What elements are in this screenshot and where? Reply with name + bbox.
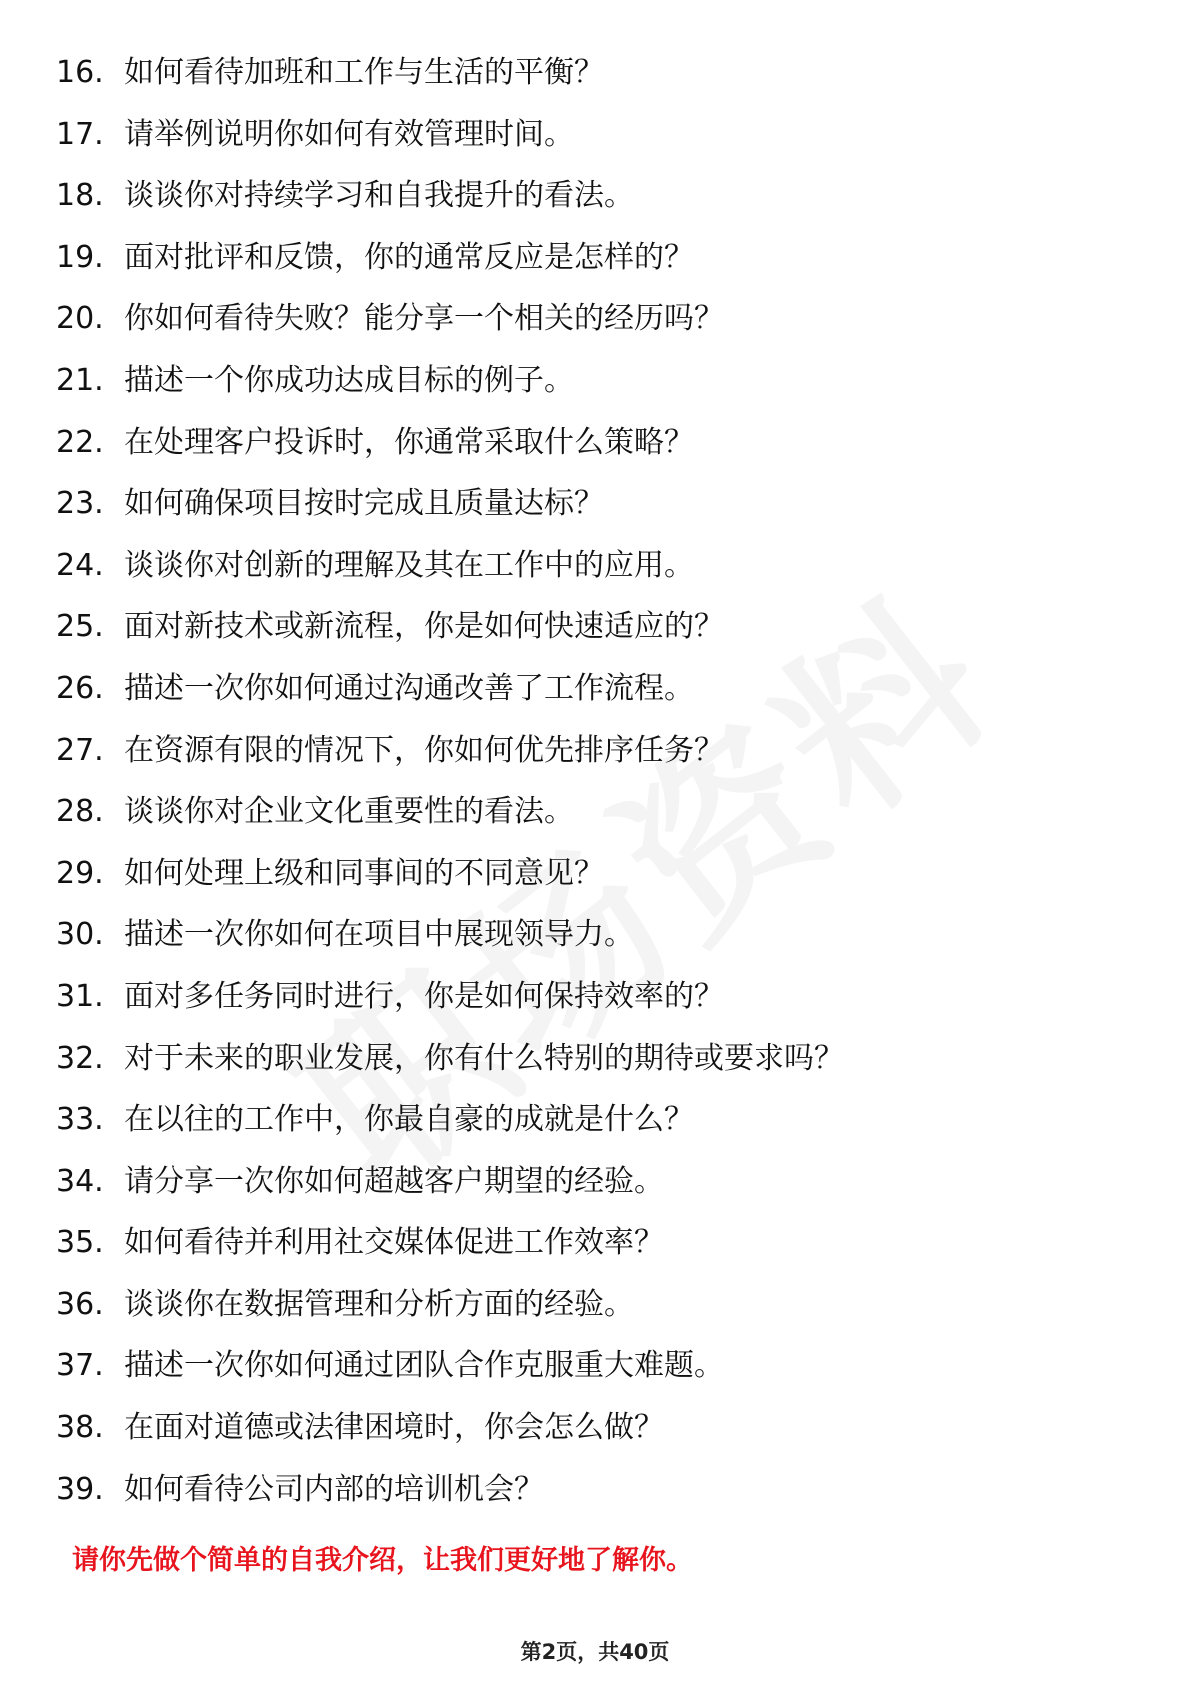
question-text: 谈谈你对持续学习和自我提升的看法。 [124,178,634,214]
list-item [56,1028,844,1090]
question-number: 27. [56,732,104,768]
question-text: 在面对道德或法律困境时，你会怎么做？ [124,1410,664,1446]
list-item [56,1335,844,1397]
question-number: 31. [56,978,104,1014]
list-item [56,1459,844,1521]
question-text: 谈谈你对创新的理解及其在工作中的应用。 [124,547,694,583]
list-item [56,535,844,597]
question-text: 在处理客户投诉时，你通常采取什么策略？ [124,424,694,460]
question-text: 如何处理上级和同事间的不同意见？ [124,855,604,891]
question-text: 描述一个你成功达成目标的例子。 [124,362,574,398]
question-text: 你如何看待失败？能分享一个相关的经历吗？ [124,301,724,337]
page-indicator: 第2页，共40页 [520,1640,670,1664]
question-text: 描述一次你如何在项目中展现领导力。 [124,917,634,953]
list-item [56,412,844,474]
question-text: 在资源有限的情况下，你如何优先排序任务？ [124,732,724,768]
question-number: 30. [56,917,104,953]
question-text: 如何看待公司内部的培训机会？ [124,1471,544,1507]
question-text: 面对多任务同时进行，你是如何保持效率的？ [124,978,724,1014]
list-item [56,596,844,658]
question-list [56,42,844,1520]
list-item [56,904,844,966]
list-item [56,104,844,166]
question-text: 面对新技术或新流程，你是如何快速适应的？ [124,609,724,645]
question-text: 描述一次你如何通过沟通改善了工作流程。 [124,670,694,706]
question-number: 21. [56,362,104,398]
list-item [56,1274,844,1336]
list-item [56,658,844,720]
list-item [56,473,844,535]
question-number: 29. [56,855,104,891]
question-text: 描述一次你如何通过团队合作克服重大难题。 [124,1348,724,1384]
question-text: 如何看待加班和工作与生活的平衡？ [124,55,604,90]
question-number: 22. [56,424,104,460]
question-number: 20. [56,301,104,337]
question-number: 19. [56,239,104,275]
question-text: 请举例说明你如何有效管理时间。 [124,116,574,152]
list-item [56,966,844,1028]
question-number: 28. [56,794,104,830]
list-item [56,227,844,289]
list-item [56,1212,844,1274]
list-item [56,288,844,350]
list-item [56,165,844,227]
footer-note: 请你先做个简单的自我介绍，让我们更好地了解你。 [72,1545,693,1576]
question-number: 25. [56,609,104,645]
question-number: 34. [56,1163,104,1199]
question-number: 24. [56,547,104,583]
list-item [56,42,844,104]
question-number: 26. [56,670,104,706]
list-item [56,843,844,905]
question-number: 32. [56,1040,104,1076]
list-item [56,1397,844,1459]
question-number: 35. [56,1225,104,1261]
list-item [56,1151,844,1213]
question-text: 面对批评和反馈，你的通常反应是怎样的？ [124,239,694,275]
list-item [56,350,844,412]
question-number: 37. [56,1348,104,1384]
question-number: 23. [56,486,104,522]
question-text: 如何确保项目按时完成且质量达标？ [124,486,604,522]
question-text: 在以往的工作中，你最自豪的成就是什么？ [124,1102,694,1138]
question-number: 38. [56,1410,104,1446]
question-number: 17. [56,116,104,152]
question-text: 请分享一次你如何超越客户期望的经验。 [124,1163,664,1199]
list-item [56,781,844,843]
question-number: 36. [56,1286,104,1322]
question-number: 16. [56,55,104,90]
list-item [56,720,844,782]
question-number: 39. [56,1471,104,1507]
question-text: 谈谈你对企业文化重要性的看法。 [124,794,574,830]
question-number: 18. [56,178,104,214]
question-number: 33. [56,1102,104,1138]
list-item [56,1089,844,1151]
question-text: 谈谈你在数据管理和分析方面的经验。 [124,1286,634,1322]
question-text: 如何看待并利用社交媒体促进工作效率？ [124,1225,664,1261]
question-text: 对于未来的职业发展，你有什么特别的期待或要求吗？ [124,1040,844,1076]
